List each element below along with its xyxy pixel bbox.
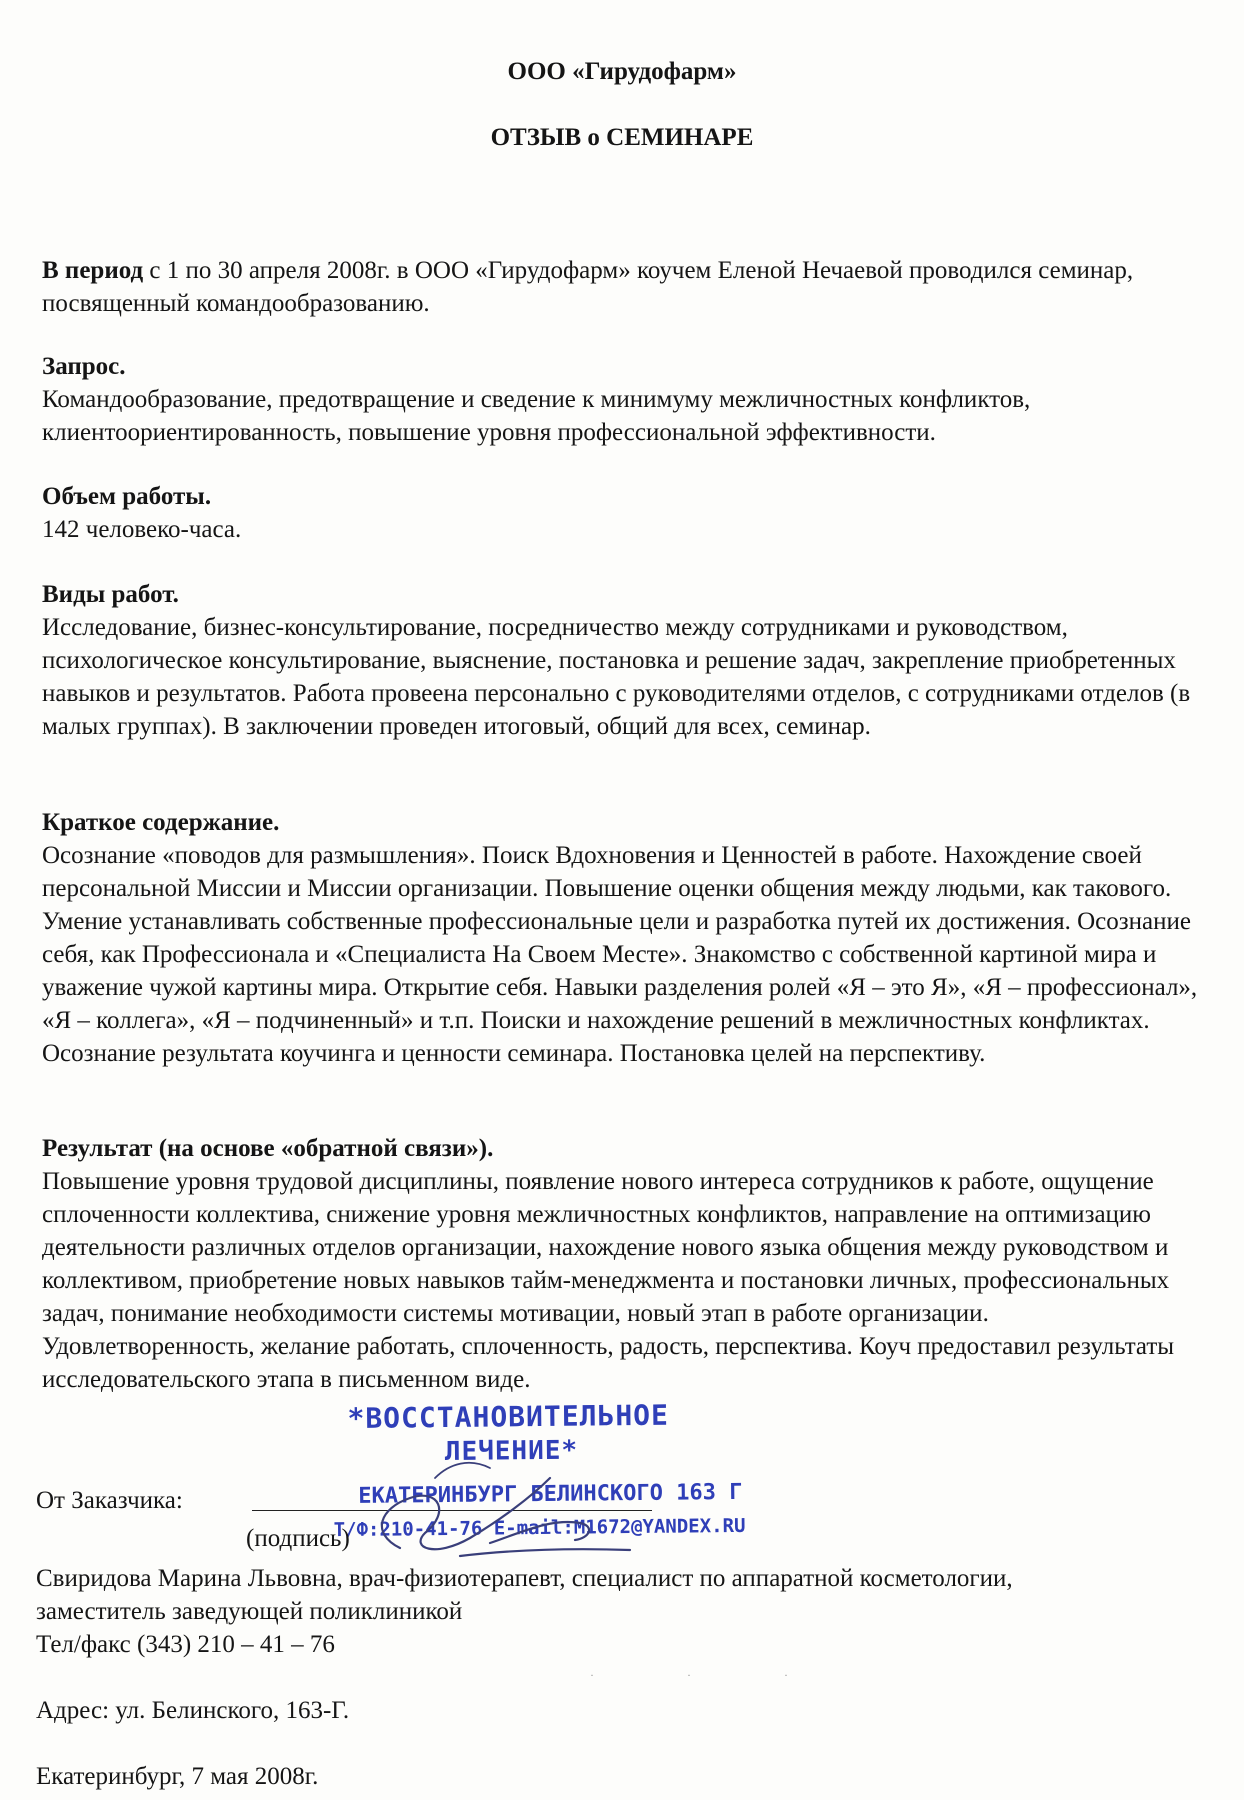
signer-name	[36, 1562, 1013, 1661]
signer-line-2: заместитель заведующей поликлиникой	[36, 1598, 463, 1625]
from-customer-label: От Заказчика:	[36, 1487, 183, 1514]
scan-noise: · · ·	[590, 1668, 833, 1682]
section-types	[42, 578, 1207, 743]
section-text: Повышение уровня трудовой дисциплины, появление нового интереса сотрудников к работе, ощущение сплоченности коллектива, снижение уровня межличностных конфликтов, направление на оптимизацию деятельности различных отделов организации, нахождение нового языка общения между руководством и коллективом, приобретение новых навыков тайм-менеджмента и постановки личных, профессиональных задач, понимание необходимости системы мотивации, новый этап в работе организации. Удовлетворенность, желание работать, сплоченность, радость, перспектива. Коуч предоставил результаты исследовательского этапа в письменном виде.	[42, 1168, 1175, 1393]
place-date: Екатеринбург, 7 мая 2008г.	[36, 1763, 319, 1790]
document-title: ОТЗЫВ о СЕМИНАРЕ	[490, 124, 754, 151]
section-volume	[42, 480, 1207, 546]
signer-line-1: Свиридова Марина Львовна, врач-физиотерапевт, специалист по аппаратной косметологии,	[36, 1565, 1013, 1592]
section-heading: Виды работ.	[42, 581, 179, 608]
stamp-line: *ВОССТАНОВИТЕЛЬНОЕ	[347, 1398, 670, 1436]
handwritten-signature	[340, 1435, 640, 1578]
section-text: Исследование, бизнес-консультирование, посредничество между сотрудниками и руководством, психологическое консультирование, выяснение, постановка и решение задач, закрепление приобретенных навыков и результатов. Работа провеена персонально с руководителями отделов, с сотрудниками отделов (в малых группах). В заключении проведен итоговый, общий для всех, семинар.	[42, 614, 1191, 740]
signature-caption: (подпись)	[246, 1525, 350, 1552]
company-name: ООО «Гирудофарм»	[507, 58, 737, 85]
stamp-line: Т/Ф:210-41-76 E-mail:M1672@YANDEX.RU	[333, 1514, 746, 1542]
section-heading: Результат (на основе «обратной связи»).	[42, 1135, 494, 1162]
section-heading: Запрос.	[42, 353, 126, 380]
section-request	[42, 350, 1207, 449]
section-heading: Краткое содержание.	[42, 809, 280, 836]
section-text: 142 человеко-часа.	[42, 516, 242, 543]
signer-phone: Тел/факс (343) 210 – 41 – 76	[36, 1631, 335, 1658]
intro-lead: В период	[42, 257, 144, 284]
intro-text: с 1 по 30 апреля 2008г. в ООО «Гирудофарм» коучем Еленой Нечаевой проводился семинар, посвященный командообразованию.	[42, 257, 1134, 317]
section-result	[42, 1132, 1207, 1396]
section-heading: Объем работы.	[42, 483, 212, 510]
intro-paragraph	[42, 254, 1207, 320]
stamp-line: ЛЕЧЕНИЕ*	[444, 1435, 579, 1467]
section-summary	[42, 806, 1207, 1070]
stamp-line: ЕКАТЕРИНБУРГ БЕЛИНСКОГО 163 Г	[358, 1479, 743, 1509]
signer-address: Адрес: ул. Белинского, 163-Г.	[36, 1697, 350, 1724]
section-text: Осознание «поводов для размышления». Поиск Вдохновения и Ценностей в работе. Нахождение своей персональной Миссии и Миссии организации. Повышение оценки общения между людьми, как такового. Умение устанавливать собственные профессиональные цели и разработка путей их достижения. Осознание себя, как Профессионала и «Специалиста На Своем Месте». Знакомство с собственной картиной мира и уважение чужой картины мира. Открытие себя. Навыки разделения ролей «Я – это Я», «Я – профессионал», «Я – коллега», «Я – подчиненный» и т.п. Поиски и нахождение решений в межличностных конфликтах. Осознание результата коучинга и ценности семинара. Постановка целей на перспективу.	[42, 842, 1198, 1067]
section-text: Командообразование, предотвращение и сведение к минимуму межличностных конфликтов, клиентоориентированность, повышение уровня профессиональной эффективности.	[42, 386, 1031, 446]
